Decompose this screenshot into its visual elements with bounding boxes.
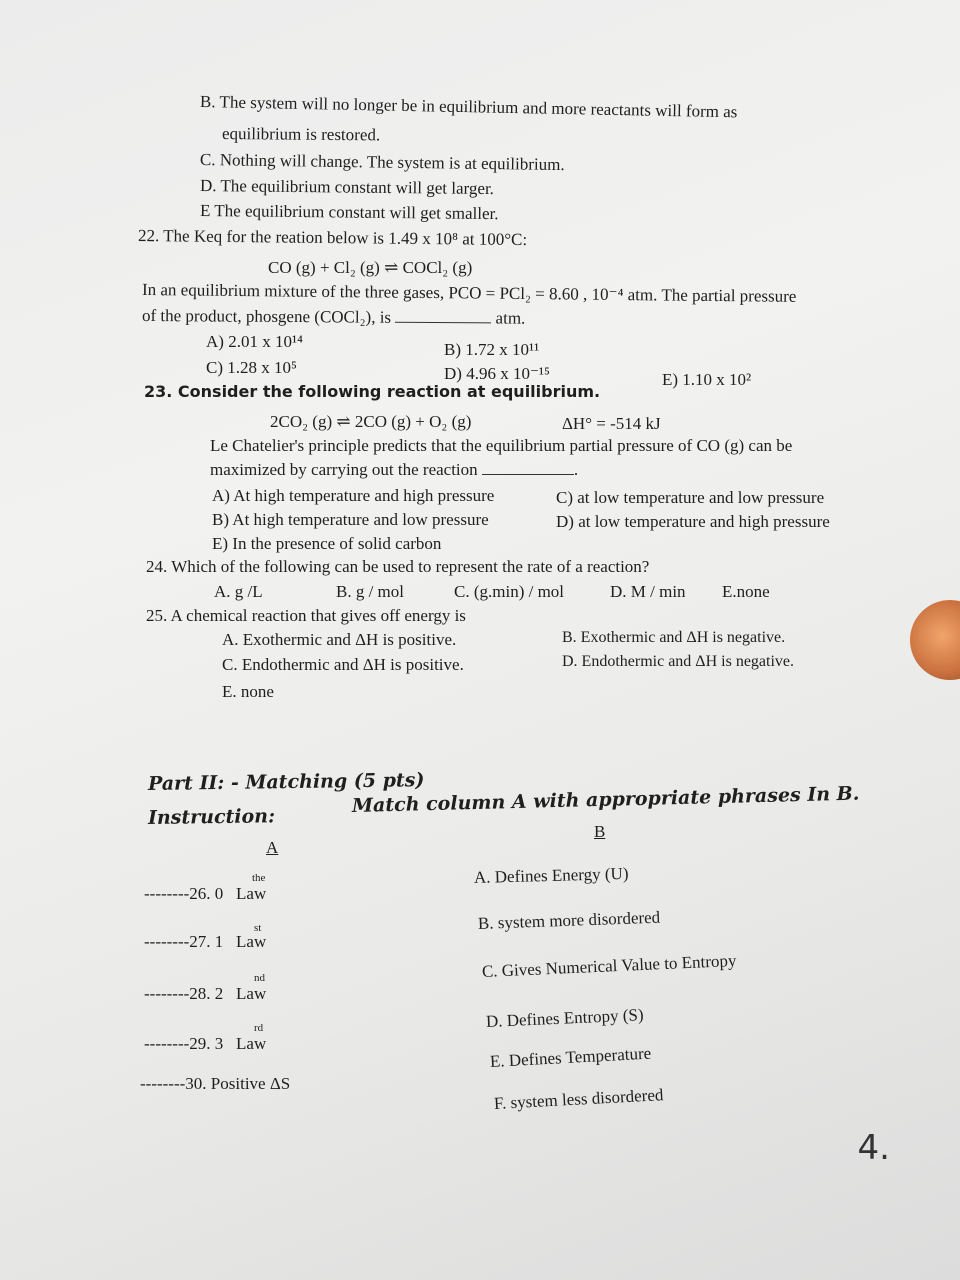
item-26-blank[interactable]: -------- (144, 884, 190, 903)
q22-text-line2-start: of the product, phosgene (COCl₂), is (141, 306, 392, 327)
part2-instruction-label: Instruction: (147, 805, 276, 829)
match-option-a: A. Defines Energy (U) (473, 863, 629, 887)
item-27-word: Law (236, 932, 267, 951)
item-26-superscript: the (252, 872, 266, 884)
thumb-image (910, 600, 960, 680)
q23-text-line2-text: maximized by carrying out the reaction (210, 460, 478, 479)
match-option-c: C. Gives Numerical Value to Entropy (481, 950, 737, 981)
item-27-superscript: st (254, 922, 262, 934)
q24-stem: 24. Which of the following can be used to represent the rate of a reaction? (146, 557, 650, 576)
q22-option-a: A) 2.01 x 10¹⁴ (206, 332, 303, 351)
q22-text-line2-end: atm. (495, 308, 526, 328)
item-28-blank[interactable]: -------- (144, 984, 190, 1003)
q21-option-d: D. The equilibrium constant will get larger. (199, 176, 495, 199)
q23-enthalpy: ΔH° = -514 kJ (562, 414, 661, 433)
q24-option-d: D. M / min (610, 582, 686, 601)
q22-text-line1: In an equilibrium mixture of the three gases, PCO = PCl₂ = 8.60 , 10⁻⁴ atm. The partial pressure (141, 280, 797, 306)
column-a-header: A (266, 838, 279, 857)
match-option-b: B. system more disordered (477, 907, 661, 933)
q25-option-c: C. Endothermic and ΔH is positive. (222, 655, 464, 674)
q23-option-b: B) At high temperature and low pressure (212, 510, 489, 529)
match-option-d: D. Defines Entropy (S) (485, 1005, 644, 1031)
item-26-number: 26. 0 (189, 884, 224, 903)
q25-option-b: B. Exothermic and ΔH is negative. (562, 629, 786, 646)
q24-option-a: A. g /L (214, 582, 263, 601)
part2-title: Part II: - Matching (5 pts) (147, 769, 425, 795)
q22-stem: 22. The Keq for the reation below is 1.49 x 10⁸ at 100°C: (137, 226, 528, 250)
q23-option-c: C) at low temperature and low pressure (556, 488, 825, 507)
q22-option-e: E) 1.10 x 10² (662, 370, 752, 389)
q23-option-a: A) At high temperature and high pressure (212, 486, 495, 505)
item-28-word: Law (236, 984, 267, 1003)
item-30-blank[interactable]: -------- (140, 1074, 186, 1093)
column-b-header: B (594, 822, 606, 841)
match-option-f: F. system less disordered (493, 1085, 664, 1113)
item-30-number: 30. Positive ΔS (185, 1074, 291, 1093)
q25-option-d: D. Endothermic and ΔH is negative. (562, 653, 795, 670)
match-item-26 (144, 884, 266, 904)
q21-option-b-line2: equilibrium is restored. (221, 124, 381, 145)
q23-text-line1: Le Chatelier's principle predicts that the equilibrium partial pressure of CO (g) can be (210, 436, 793, 455)
q23-answer-blank[interactable] (482, 474, 574, 475)
q24-option-e: E.none (722, 582, 770, 601)
item-26-word: Law (236, 884, 267, 903)
q23-option-d: D) at low temperature and high pressure (556, 512, 830, 531)
q24-option-b: B. g / mol (336, 582, 405, 601)
q21-option-e: E The equilibrium constant will get smaller. (199, 201, 499, 224)
match-item-29 (144, 1034, 266, 1054)
match-option-e: E. Defines Temperature (489, 1043, 652, 1071)
q22-answer-blank[interactable] (395, 322, 491, 324)
q22-option-d: D) 4.96 x 10⁻¹⁵ (444, 364, 550, 383)
item-29-number: 29. 3 (189, 1034, 224, 1053)
match-item-27 (144, 932, 266, 952)
q25-option-a: A. Exothermic and ΔH is positive. (222, 630, 457, 649)
q21-option-c: C. Nothing will change. The system is at equilibrium. (199, 150, 565, 175)
q25-stem: 25. A chemical reaction that gives off energy is (146, 606, 466, 625)
item-29-word: Law (236, 1034, 267, 1053)
q21-option-b-line1: B. The system will no longer be in equilibrium and more reactants will form as (199, 92, 738, 122)
q22-option-c: C) 1.28 x 10⁵ (206, 358, 297, 377)
q22-option-b: B) 1.72 x 10¹¹ (444, 340, 540, 359)
match-item-30 (140, 1074, 290, 1094)
part2-instruction-text: Match column A with appropriate phrases In B. (351, 782, 860, 817)
q25-option-e: E. none (222, 682, 274, 701)
q23-reaction: 2CO₂ (g) ⇌ 2CO (g) + O₂ (g) (270, 412, 472, 431)
q22-reaction: CO (g) + Cl₂ (g) ⇌ COCl₂ (g) (268, 258, 473, 277)
item-27-number: 27. 1 (189, 932, 224, 951)
q24-option-c: C. (g.min) / mol (454, 582, 565, 601)
item-29-blank[interactable]: -------- (144, 1034, 190, 1053)
q22-text-line2 (142, 306, 525, 329)
item-28-number: 28. 2 (189, 984, 224, 1003)
item-27-blank[interactable]: -------- (144, 932, 190, 951)
item-29-superscript: rd (254, 1022, 264, 1034)
q23-stem: 23. Consider the following reaction at equilibrium. (144, 382, 601, 401)
item-28-superscript: nd (254, 972, 265, 984)
q23-option-e: E) In the presence of solid carbon (212, 534, 442, 553)
match-item-28 (144, 984, 266, 1004)
q23-text-line2: maximized by carrying out the reaction . (210, 460, 579, 479)
page-number-mark: 4. (857, 1128, 890, 1168)
